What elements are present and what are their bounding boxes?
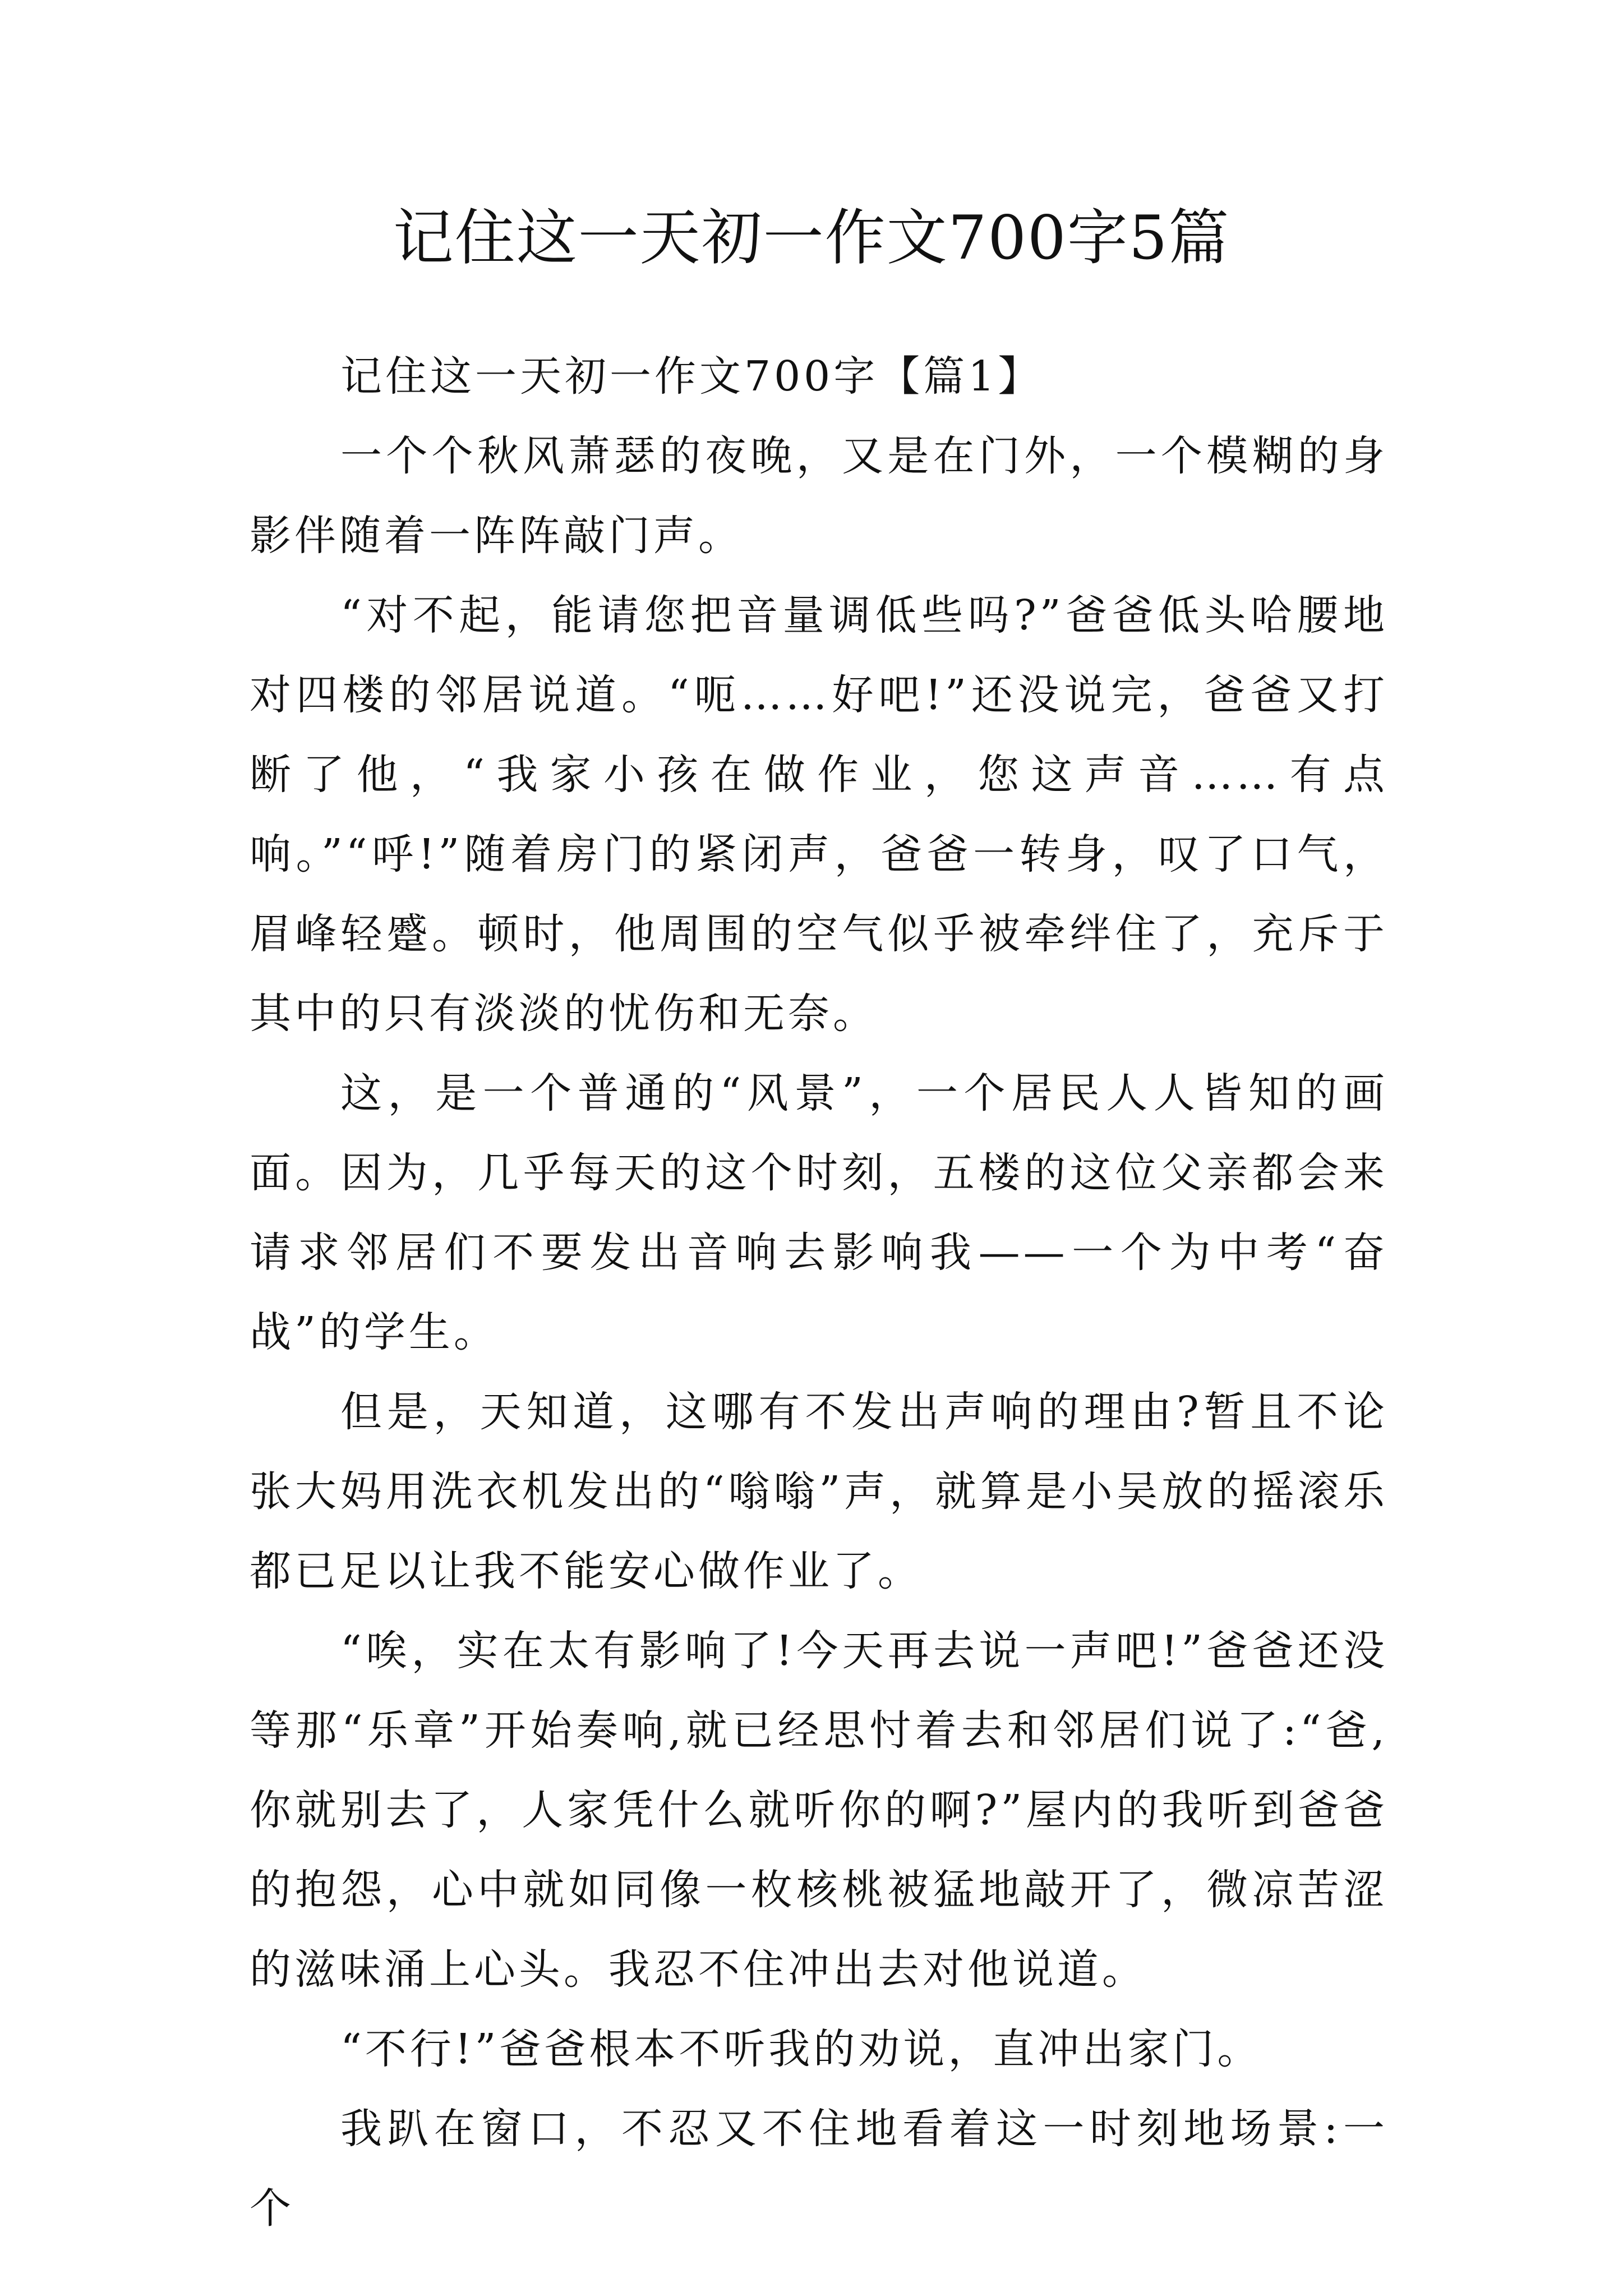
paragraph: 这，是一个普通的“风景”，一个居民人人皆知的画面。因为，几乎每天的这个时刻，五楼的这位父亲都会来请求邻居们不要发出音响去影响我——一个为中考“奋战”的学生。 xyxy=(250,1069,1388,1356)
paragraph: “不行!”爸爸根本不听我的劝说，直冲出家门。 xyxy=(340,2025,1262,2073)
paragraph: “唉，实在太有影响了!今天再去说一声吧!”爸爸还没等那“乐章”开始奏响,就已经思忖着去和邻居们说了:“爸,你就别去了，人家凭什么就听你的啊?”屋内的我听到爸爸的抱怨，心中就如同像一枚核桃被猛地敲开了，微凉苦涩的滋味涌上心头。我忍不住冲出去对他说道。 xyxy=(250,1627,1388,1994)
paragraph: 我趴在窗口，不忍又不住地看着这一时刻地场景:一个 xyxy=(250,2105,1388,2233)
document-body xyxy=(250,337,1388,2248)
paragraph: 但是，天知道，这哪有不发出声响的理由?暂且不论张大妈用洗衣机发出的“嗡嗡”声，就算是小吴放的摇滚乐都已足以让我不能安心做作业了。 xyxy=(250,1388,1388,1595)
document-title: 记住这一天初一作文700字5篇 xyxy=(393,203,1230,273)
paragraph: “对不起，能请您把音量调低些吗?”爸爸低头哈腰地对四楼的邻居说道。“呃……好吧!”还没说完，爸爸又打断了他，“我家小孩在做作业，您这声音……有点响。”“呼!”随着房门的紧闭声，爸爸一转身，叹了口气，眉峰轻蹙。顿时，他周围的空气似乎被牵绊住了，充斥于其中的只有淡淡的忧伤和无奈。 xyxy=(250,591,1388,1038)
section-heading: 记住这一天初一作文700字【篇1】 xyxy=(340,352,1043,401)
paragraph: 一个个秋风萧瑟的夜晚，又是在门外，一个模糊的身影伴随着一阵阵敲门声。 xyxy=(250,432,1388,560)
